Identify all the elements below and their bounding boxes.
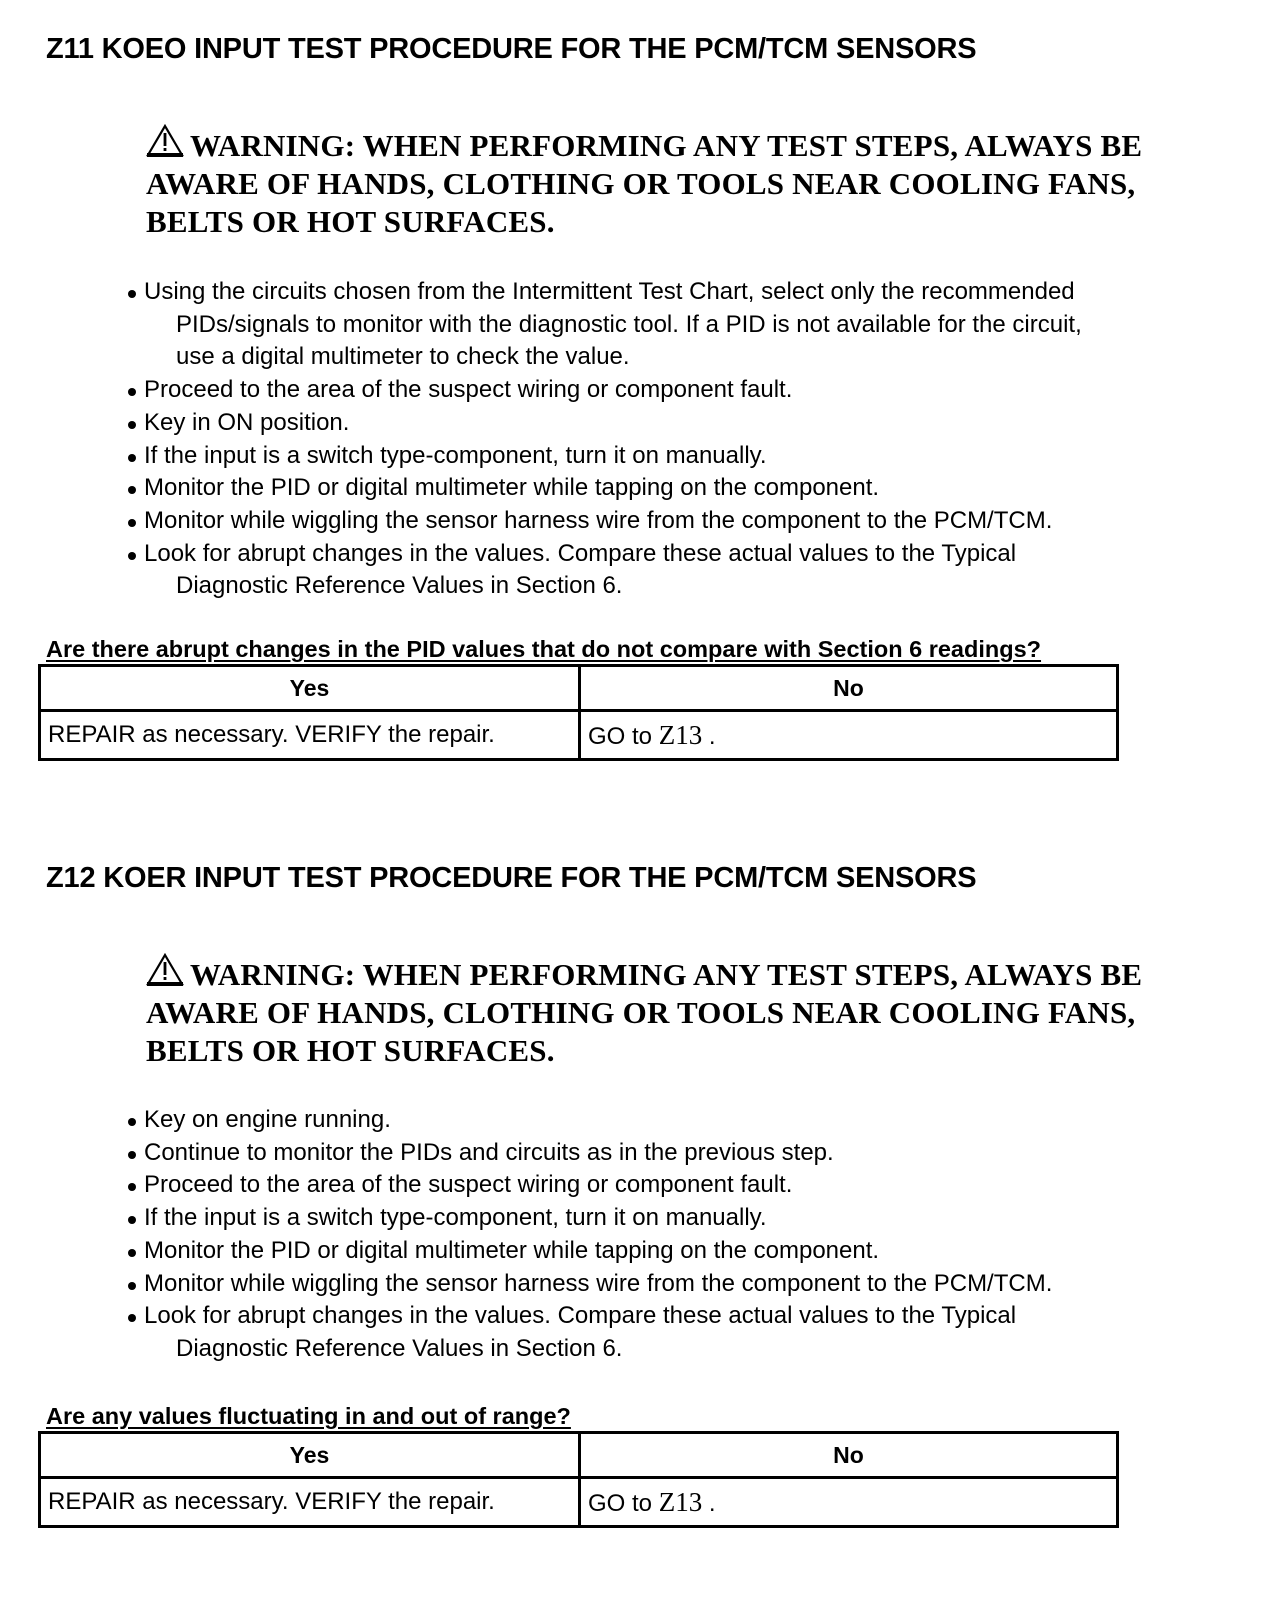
bullet-icon [128,1151,136,1159]
column-header-no: No [580,1433,1118,1478]
step-item: Monitor the PID or digital multimeter while tapping on the component. [128,1235,1238,1268]
step-item: Proceed to the area of the suspect wiring or component fault. [128,374,1238,407]
goto-z13-link[interactable]: Z13 [658,719,703,750]
bullet-icon [128,1118,136,1126]
bullet-icon [128,1314,136,1322]
no-action-cell: GO to Z13 . [580,711,1118,760]
bullet-icon [128,454,136,462]
bullet-icon [128,552,136,560]
step-item: Key on engine running. [128,1104,1238,1137]
step-item: Monitor while wiggling the sensor harness wire from the component to the PCM/TCM. [128,1268,1238,1301]
step-item: If the input is a switch type-component, turn it on manually. [128,440,1238,473]
procedure-steps [128,1104,1238,1366]
yes-action-cell: REPAIR as necessary. VERIFY the repair. [40,711,580,760]
decision-question: Are any values fluctuating in and out of range? [46,1403,571,1429]
column-header-yes: Yes [40,1433,580,1478]
warning-triangle-icon [146,953,184,987]
warning-triangle-icon [146,124,184,158]
table-header-row [40,666,1118,711]
step-item: Continue to monitor the PIDs and circuits as in the previous step. [128,1137,1238,1170]
step-item: Look for abrupt changes in the values. Compare these actual values to the Typical Diagnostic Reference Values in Section 6. [128,538,1238,603]
section-heading: Z11 KOEO INPUT TEST PROCEDURE FOR THE PCM/TCM SENSORS [46,33,977,65]
bullet-icon [128,1183,136,1191]
decision-question: Are there abrupt changes in the PID values that do not compare with Section 6 readings? [46,636,1042,662]
warning-text: WARNING: WHEN PERFORMING ANY TEST STEPS, ALWAYS BE AWARE OF HANDS, CLOTHING OR TOOLS NEAR COOLING FANS, BELTS OR HOT SURFACES. [146,128,1143,239]
table-row [40,711,1118,760]
step-item: If the input is a switch type-component, turn it on manually. [128,1202,1238,1235]
bullet-icon [128,1282,136,1290]
column-header-no: No [580,666,1118,711]
step-item: Monitor while wiggling the sensor harness wire from the component to the PCM/TCM. [128,505,1238,538]
warning-block [146,124,1206,241]
procedure-steps [128,276,1238,603]
bullet-icon [128,290,136,298]
bullet-icon [128,486,136,494]
table-row [40,1478,1118,1527]
bullet-icon [128,388,136,396]
bullet-icon [128,1216,136,1224]
column-header-yes: Yes [40,666,580,711]
goto-z13-link[interactable]: Z13 [658,1486,703,1517]
bullet-icon [128,421,136,429]
step-item: Monitor the PID or digital multimeter while tapping on the component. [128,472,1238,505]
table-header-row [40,1433,1118,1478]
section-heading: Z12 KOER INPUT TEST PROCEDURE FOR THE PCM/TCM SENSORS [46,862,977,894]
bullet-icon [128,1249,136,1257]
step-item: Using the circuits chosen from the Intermittent Test Chart, select only the recommended PIDs/signals to monitor with the diagnostic tool. If a PID is not available for the circuit, use a digital multimeter to check the value. [128,276,1238,374]
bullet-icon [128,519,136,527]
step-item: Look for abrupt changes in the values. Compare these actual values to the Typical Diagnostic Reference Values in Section 6. [128,1300,1238,1365]
step-item: Proceed to the area of the suspect wiring or component fault. [128,1169,1238,1202]
warning-block [146,953,1206,1070]
yes-action-cell: REPAIR as necessary. VERIFY the repair. [40,1478,580,1527]
step-item: Key in ON position. [128,407,1238,440]
no-action-cell: GO to Z13 . [580,1478,1118,1527]
decision-table [38,664,1119,761]
decision-table [38,1431,1119,1528]
warning-text: WARNING: WHEN PERFORMING ANY TEST STEPS, ALWAYS BE AWARE OF HANDS, CLOTHING OR TOOLS NEAR COOLING FANS, BELTS OR HOT SURFACES. [146,957,1143,1068]
